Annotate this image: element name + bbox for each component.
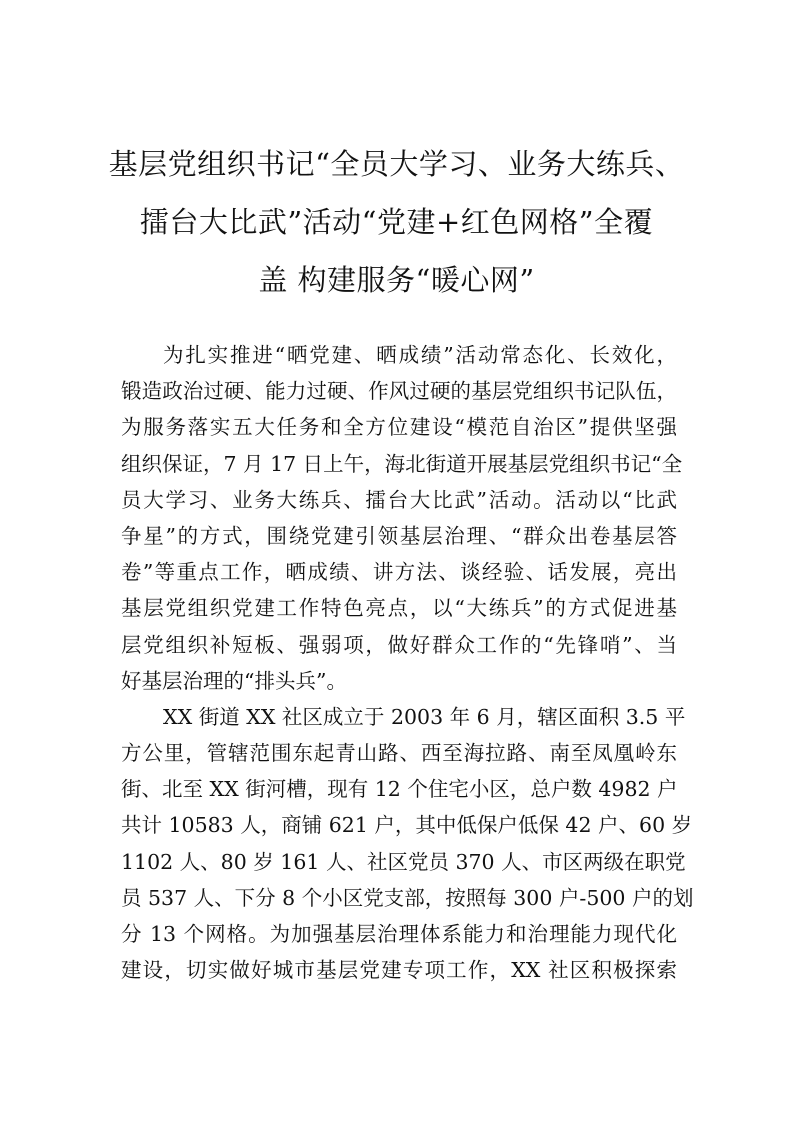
text-line: 好基层治理的“排头兵”。 [121, 668, 347, 693]
text-line: 层党组织补短板、强弱项，做好群众工作的“先锋哨”、当 [121, 632, 677, 657]
text-line: 争星”的方式，围绕党建引领基层治理、“群众出卷基层答 [121, 523, 677, 548]
text-line: 方公里，管辖范围东起青山路、西至海拉路、南至凤凰岭东 [121, 741, 677, 766]
text-line: XX 街道 XX 社区成立于 2003 年 6 月，辖区面积 3.5 平 [163, 704, 686, 729]
text-line: 组织保证，7 月 17 日上午，海北街道开展基层党组织书记“全 [121, 451, 683, 476]
document-title [100, 135, 693, 309]
title-line: 盖 构建服务“暖心网” [258, 263, 535, 297]
text-line: 基层党组织党建工作特色亮点，以“大练兵”的方式促进基 [121, 596, 677, 621]
text-line: 分 13 个网格。为加强基层治理体系能力和治理能力现代化 [121, 922, 677, 946]
text-line: 卷”等重点工作，晒成绩、讲方法、谈经验、话发展，亮出 [121, 560, 677, 585]
title-line: 基层党组织书记“全员大学习、业务大练兵、 [108, 147, 685, 181]
paragraph [121, 337, 683, 699]
text-line: 员 537 人、下分 8 个小区党支部，按照每 300 户-500 户的划 [121, 885, 694, 910]
text-line: 共计 10583 人，商铺 621 户，其中低保户低保 42 户、60 岁 [121, 813, 693, 838]
text-line: 锻造政治过硬、能力过硬、作风过硬的基层党组织书记队伍， [121, 379, 677, 404]
text-line: 街、北至 XX 街河槽，现有 12 个住宅小区，总户数 4982 户 [121, 777, 678, 802]
text-line: 建设，切实做好城市基层党建专项工作，XX 社区积极探索 [121, 958, 677, 983]
title-line: 擂台大比武”活动“党建+红色网格”全覆 [139, 205, 654, 239]
text-line: 员大学习、业务大练兵、擂台大比武”活动。活动以“比武 [121, 487, 677, 512]
text-line: 1102 人、80 岁 161 人、社区党员 370 人、市区两级在职党 [121, 849, 686, 874]
paragraph [121, 699, 694, 989]
document-body [121, 337, 694, 988]
text-line: 为服务落实五大任务和全方位建设“模范自治区”提供坚强 [121, 415, 677, 440]
text-line: 为扎实推进“晒党建、晒成绩”活动常态化、长效化， [163, 343, 677, 367]
